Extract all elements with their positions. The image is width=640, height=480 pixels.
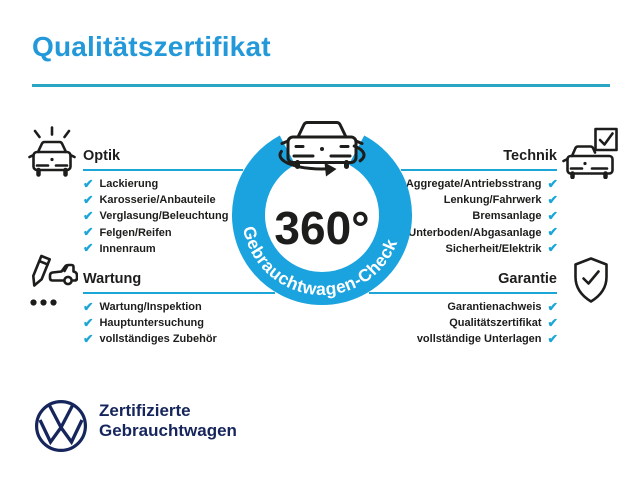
car-checkbox-icon	[561, 127, 619, 179]
check-icon: ✔	[83, 177, 94, 191]
shield-check-icon	[569, 255, 613, 307]
list-item	[83, 301, 217, 314]
list-item-label: Felgen/Reifen	[99, 226, 172, 239]
check-icon: ✔	[547, 177, 558, 191]
list-item-label: Garantienachweis	[447, 301, 542, 314]
check-icon: ✔	[83, 225, 94, 240]
car-front-rotation-arrow-icon	[280, 123, 364, 177]
check-icon: ✔	[83, 316, 94, 331]
list-item	[83, 242, 228, 255]
car-shine-icon	[26, 124, 78, 182]
list-item-label: Lenkung/Fahrwerk	[443, 194, 542, 207]
center-360-badge	[225, 108, 419, 318]
list-item	[83, 210, 228, 223]
check-icon: ✔	[83, 241, 94, 256]
list-item-label: Qualitätszertifikat	[449, 317, 542, 330]
vw-logo-icon	[33, 398, 89, 454]
footer-brand	[99, 401, 237, 441]
section-title-garantie: Garantie	[369, 270, 557, 294]
degree-label: 360°	[274, 202, 370, 254]
list-item-label: Karosserie/Anbauteile	[99, 194, 216, 207]
ring-label-text: Gebrauchtwagen-Check	[238, 224, 402, 300]
list-item-label: Lackierung	[99, 178, 159, 191]
list-item-label: Verglasung/Beleuchtung	[99, 210, 229, 223]
check-icon: ✔	[83, 332, 94, 347]
list-item-label: Wartung/Inspektion	[99, 301, 202, 314]
footer-brand-line1: Zertifizierte	[99, 401, 191, 420]
list-item-label: Hauptuntersuchung	[99, 317, 204, 330]
title-divider	[32, 84, 610, 87]
pen-car-dots-icon	[24, 250, 78, 310]
list-item	[340, 317, 558, 330]
footer-brand-line2: Gebrauchtwagen	[99, 421, 237, 440]
page-title: Qualitätszertifikat	[32, 31, 271, 62]
section-title-wartung: Wartung	[83, 270, 275, 294]
list-item	[83, 178, 228, 191]
list-item	[83, 194, 228, 207]
optik-list	[83, 178, 228, 255]
check-icon: ✔	[83, 193, 94, 208]
check-icon: ✔	[547, 209, 558, 224]
check-icon: ✔	[547, 300, 558, 314]
check-icon: ✔	[547, 241, 558, 256]
check-icon: ✔	[547, 225, 558, 240]
list-item-label: Bremsanlage	[472, 210, 542, 223]
section-title-optik: Optik	[83, 147, 243, 171]
list-item-label: Innenraum	[99, 242, 156, 255]
check-icon: ✔	[547, 193, 558, 208]
list-item-label: Unterboden/Abgasanlage	[408, 226, 542, 239]
check-icon: ✔	[83, 300, 94, 314]
list-item-label: Aggregate/Antriebsstrang	[405, 178, 542, 191]
list-item-label: vollständiges Zubehör	[99, 333, 217, 346]
list-item-label: Sicherheit/Elektrik	[445, 242, 542, 255]
list-item	[83, 333, 217, 346]
list-item	[340, 333, 558, 346]
list-item	[83, 226, 228, 239]
wartung-list	[83, 301, 217, 346]
check-icon: ✔	[547, 332, 558, 347]
check-icon: ✔	[547, 316, 558, 331]
list-item-label: vollständige Unterlagen	[416, 333, 542, 346]
check-icon: ✔	[83, 209, 94, 224]
list-item	[83, 317, 217, 330]
section-title-technik: Technik	[401, 147, 557, 171]
